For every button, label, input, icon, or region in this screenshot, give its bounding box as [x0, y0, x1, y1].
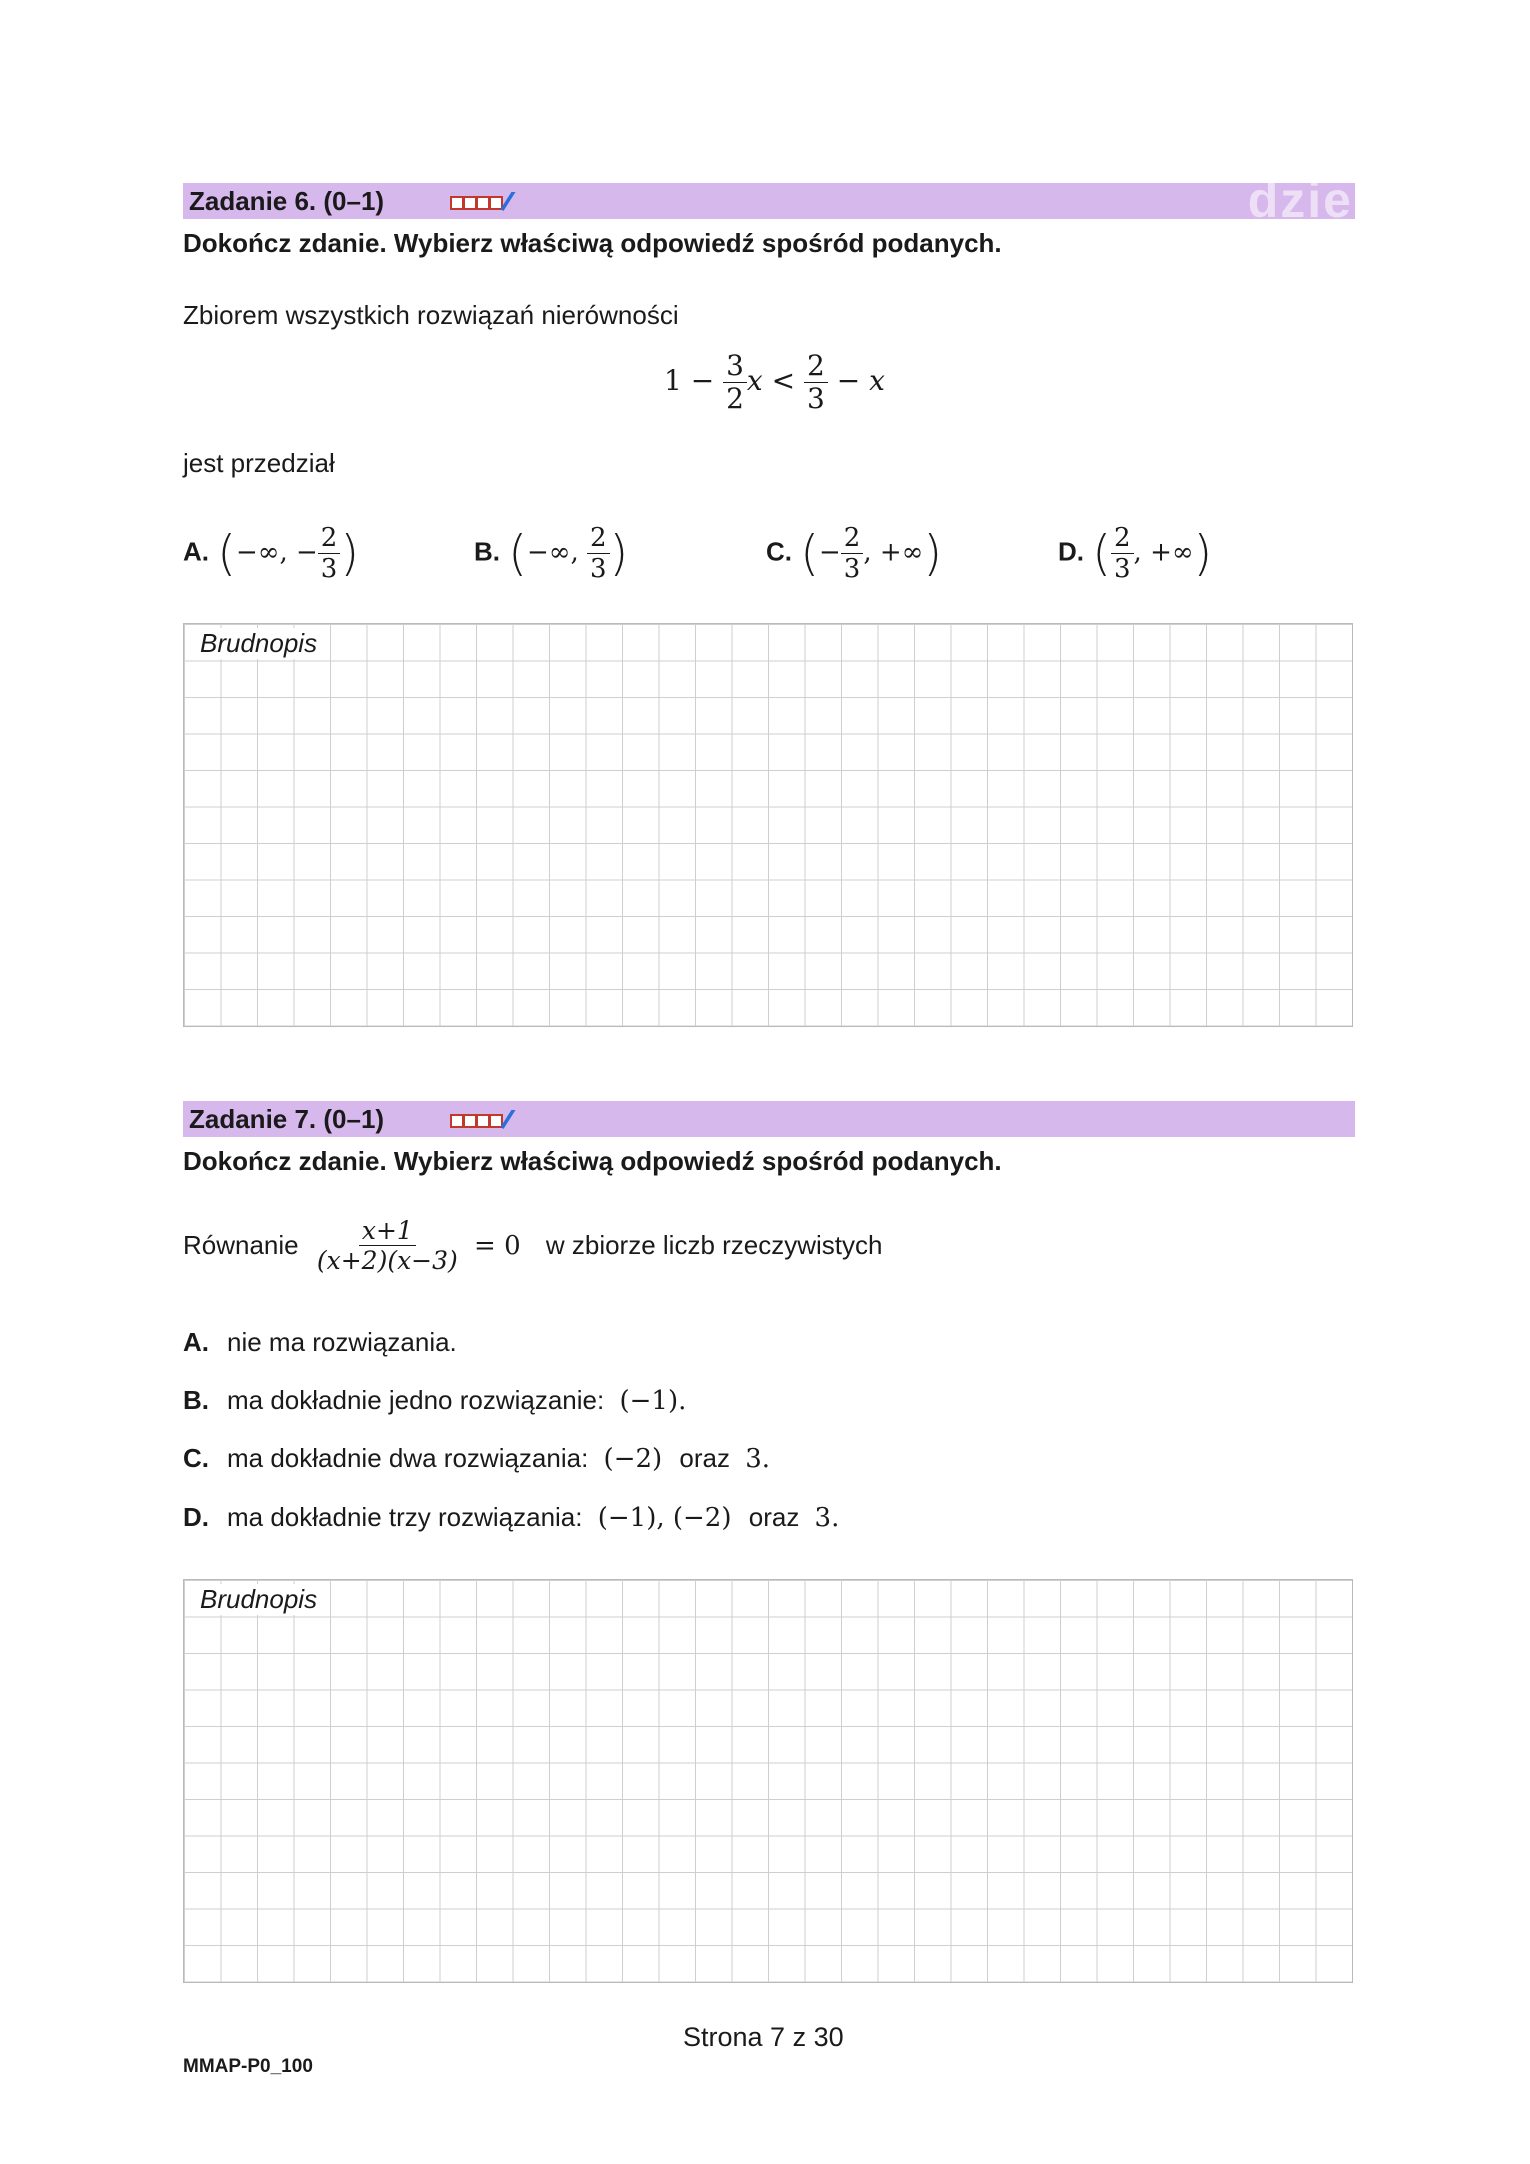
task-6-intro: Zbiorem wszystkich rozwiązań nierówności — [183, 300, 679, 330]
task-6-instruction: Dokończ zdanie. Wybierz właściwą odpowiedź spośród podanych. — [183, 228, 1002, 258]
task-6-title: Zadanie 6. (0–1) — [189, 186, 385, 216]
task-6-draft-label: Brudnopis — [200, 628, 318, 658]
task-6-option-b[interactable]: B. (−∞, $\frac{2}{3}$ ) — [474, 523, 629, 584]
task-7-draft-label: Brudnopis — [200, 1584, 318, 1614]
ineq-mid: x < — [746, 364, 796, 397]
task-7-option-c[interactable]: C. ma dokładnie dwa rozwiązania: (−2) oraz 3. — [183, 1443, 771, 1474]
score-boxes-icon — [450, 192, 518, 212]
task-6-draft-grid[interactable] — [183, 623, 1353, 1027]
task-6-option-d[interactable]: D. ( $\frac{2}{3}$ , +∞) — [1058, 523, 1213, 584]
task-6-inequality — [664, 349, 885, 415]
equation-prefix: Równanie — [183, 1230, 299, 1260]
task-7-option-d[interactable]: D. ma dokładnie trzy rozwiązania: (−1), (−2) oraz 3. — [183, 1502, 840, 1533]
task-6-after-text: jest przedział — [183, 448, 335, 478]
task-7-option-a[interactable]: A. nie ma rozwiązania. — [183, 1327, 457, 1357]
ineq-fraction-1: $\frac{3}{2}$ — [723, 352, 747, 413]
task-7-equation-line — [183, 1218, 883, 1273]
exam-code: MMAP-P0_100 — [183, 2056, 313, 2077]
equation-suffix: w zbiorze liczb rzeczywistych — [545, 1230, 883, 1260]
task-7-draft-grid[interactable] — [183, 1579, 1353, 1983]
task-6-option-a[interactable]: A. (−∞, − $\frac{2}{3}$ ) — [183, 523, 360, 584]
watermark-text: dzie — [1247, 172, 1353, 228]
task-7-instruction: Dokończ zdanie. Wybierz właściwą odpowiedź spośród podanych. — [183, 1146, 1002, 1176]
task-7-title: Zadanie 7. (0–1) — [189, 1104, 385, 1134]
equation-rhs: = 0 — [474, 1230, 521, 1261]
task-7-option-b[interactable]: B. ma dokładnie jedno rozwiązanie: (−1). — [183, 1385, 687, 1416]
equation-fraction: $\frac{x+1}{(x+2)(x-3)}$ — [316, 1216, 458, 1275]
task-7-header-bar — [183, 1101, 1355, 1137]
ineq-rhs: − x — [836, 364, 885, 397]
ineq-lhs: 1 − — [664, 364, 715, 397]
task-6-header-bar — [183, 172, 1355, 228]
page-number: Strona 7 z 30 — [683, 2022, 844, 2052]
score-boxes-icon — [450, 1110, 518, 1130]
task-6-option-c[interactable]: C. (− $\frac{2}{3}$ , +∞) — [766, 523, 943, 584]
ineq-fraction-2: $\frac{2}{3}$ — [804, 352, 828, 413]
